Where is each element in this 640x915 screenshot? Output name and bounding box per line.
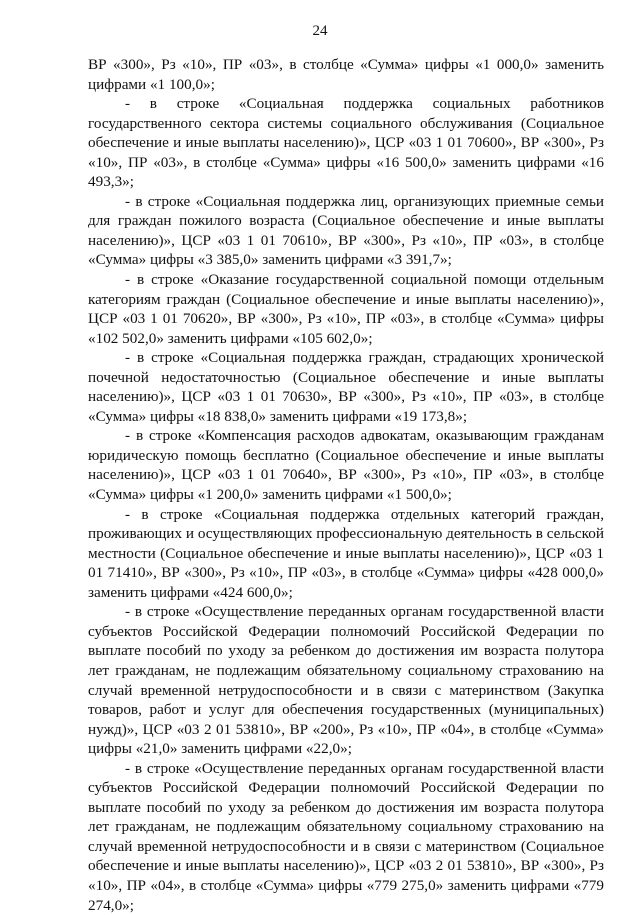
- paragraph-state-social-aid: - в строке «Оказание государственной социальной помощи отдельным категориям граждан (Социальное обеспечение и иные выплаты населению)», ЦСР «03 1 01 70620», ВР «300», Рз «10», ПР «03», в столбце «Сумма» цифры «102 502,0» заменить цифрами «105 602,0»;: [88, 271, 604, 347]
- page-number: 24: [312, 23, 328, 39]
- paragraph-rural-residents: - в строке «Социальная поддержка отдельных категорий граждан, проживающих и осуществляющих профессиональную деятельность в сельской местности (Социальное обеспечение и иные выплаты населению)», ЦСР «03 1 01 71410», ВР «300», Рз «10», ПР «03», в столбце «Сумма» цифры «428 000,0» заменить цифрами «424 600,0»;: [88, 505, 604, 601]
- paragraph-childcare-procurement: - в строке «Осуществление переданных органам государственной власти субъектов Российской Федерации полномочий Российской Федерации по выплате пособий по уходу за ребенком до достижения им возраста полутора лет гражданам, не подлежащим обязательному социальному страхованию на случай временной нетрудоспособности и в связи с материнством (Закупка товаров, работ и услуг для обеспечения государственных (муниципальных) нужд)», ЦСР «03 2 01 53810», ВР «200», Рз «10», ПР «04», в столбце «Сумма» цифры «21,0» заменить цифрами «22,0»;: [88, 603, 604, 758]
- paragraph-continuation: ВР «300», Рз «10», ПР «03», в столбце «Сумма» цифры «1 000,0» заменить цифрами «1 100,0»;: [88, 56, 604, 93]
- paragraph-social-workers: - в строке «Социальная поддержка социальных работников государственного сектора системы социального обслуживания (Социальное обеспечение и иные выплаты населению)», ЦСР «03 1 01 70600», ВР «300», Рз «10», ПР «03», в столбце «Сумма» цифры «16 500,0» заменить цифрами «16 493,3»;: [88, 95, 604, 191]
- paragraph-childcare-social: - в строке «Осуществление переданных органам государственной власти субъектов Российской Федерации полномочий Российской Федерации по выплате пособий по уходу за ребенком до достижения им возраста полутора лет гражданам, не подлежащим обязательному социальному страхованию на случай временной нетрудоспособности и в связи с материнством (Социальное обеспечение и иные выплаты населению)», ЦСР «03 2 01 53810», ВР «300», Рз «10», ПР «04», в столбце «Сумма» цифры «779 275,0» заменить цифрами «779 274,0»;: [88, 759, 604, 914]
- paragraph-lawyer-compensation: - в строке «Компенсация расходов адвокатам, оказывающим гражданам юридическую помощь бесплатно (Социальное обеспечение и иные выплаты населению)», ЦСР «03 1 01 70640», ВР «300», Рз «10», ПР «03», в столбце «Сумма» цифры «1 200,0» заменить цифрами «1 500,0»;: [88, 427, 604, 504]
- document-body: [88, 55, 604, 915]
- paragraph-renal-insufficiency: - в строке «Социальная поддержка граждан, страдающих хронической почечной недостаточностью (Социальное обеспечение и иные выплаты населению)», ЦСР «03 1 01 70630», ВР «300», Рз «10», ПР «03», в столбце «Сумма» цифры «18 838,0» заменить цифрами «19 173,8»;: [88, 349, 604, 425]
- paragraph-foster-families: - в строке «Социальная поддержка лиц, организующих приемные семьи для граждан пожилого возраста (Социальное обеспечение и иные выплаты населению)», ЦСР «03 1 01 70610», ВР «300», Рз «10», ПР «03», в столбце «Сумма» цифры «3 385,0» заменить цифрами «3 391,7»;: [88, 192, 604, 269]
